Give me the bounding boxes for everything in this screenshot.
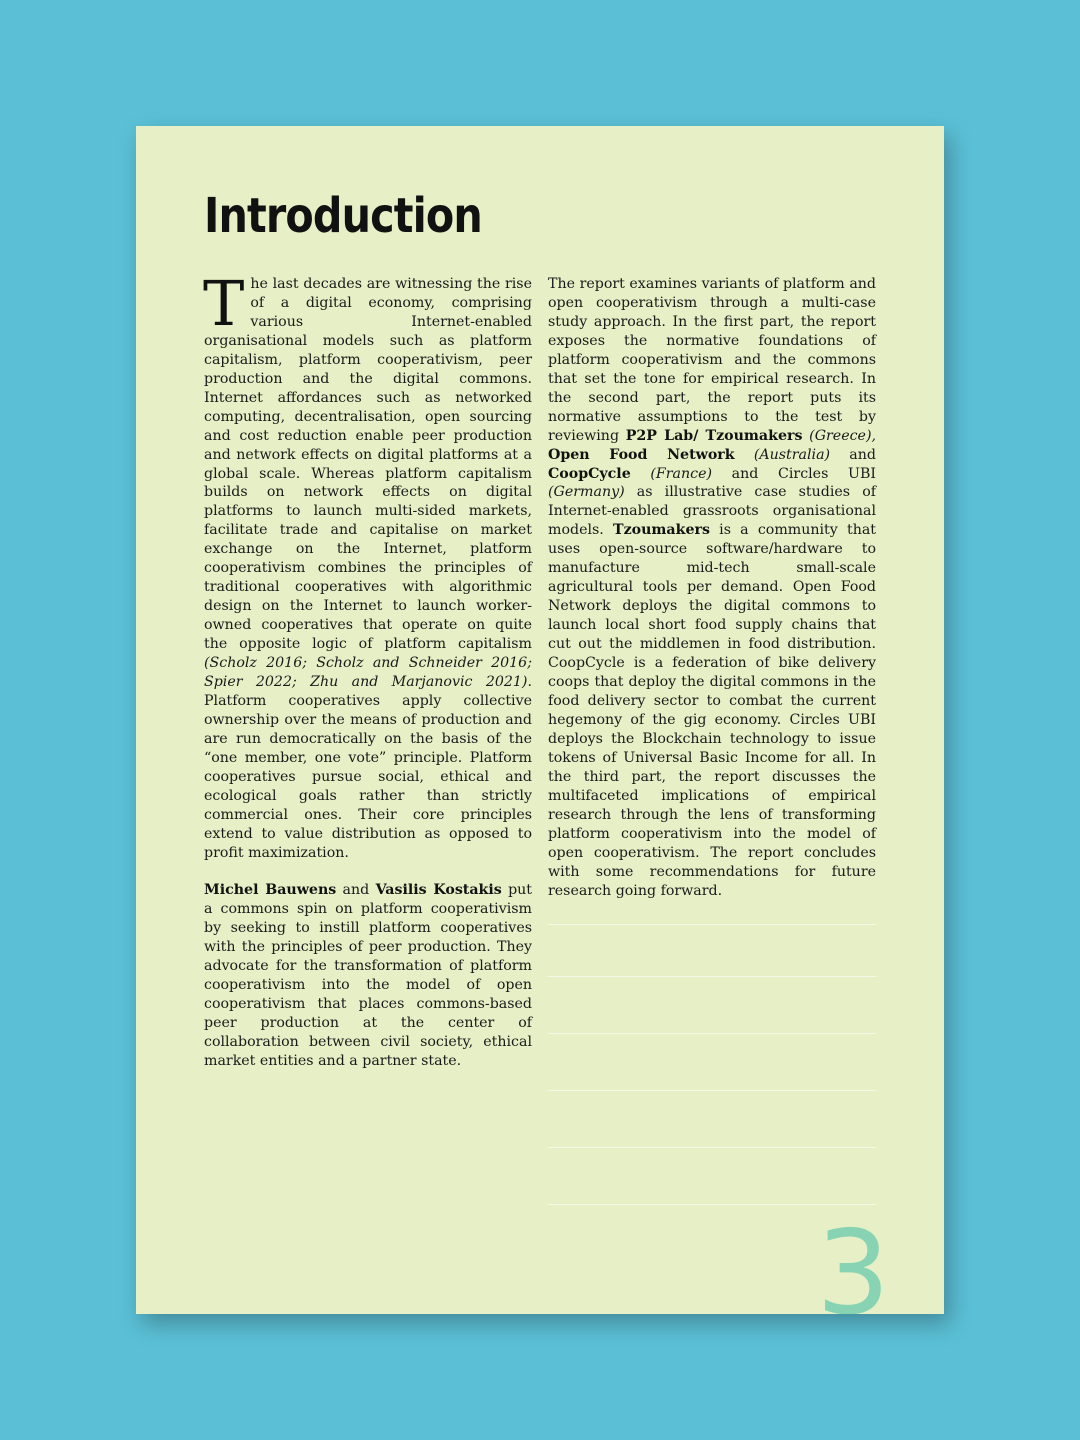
note-line — [548, 976, 876, 977]
citation: (Scholz 2016; Scholz and Schneider 2016; Spier 2022; Zhu and Marjanovic 2021) — [204, 655, 532, 691]
case-country: (Australia) — [734, 446, 831, 463]
report-overview-paragraph — [548, 275, 876, 900]
conjunction: and — [336, 882, 376, 899]
case-country: (France) — [630, 465, 713, 482]
note-line — [548, 1033, 876, 1034]
body-text: and — [830, 446, 876, 463]
case-name: Open Food Network — [548, 446, 735, 463]
page-title: Introduction — [204, 188, 482, 244]
body-text: is a community that uses open-source software/hardware to manufacture mid-tech small-scale agricultural tools per demand. Open Food Network deploys the digital commons to launch local short food supply chains that cut out the middlemen in food distribution. CoopCycle is a federation of bike delivery coops that deploy the digital commons in the food delivery sector to combat the current hegemony of the gig economy. Circles UBI deploys the Blockchain technology to issue tokens of Universal Basic Income for all. In the third part, the report discusses the multifaceted implications of empirical research through the lens of transforming platform cooperativism into the model of open cooperativism. The report concludes with some recommendations for future research going forward. — [548, 522, 876, 899]
intro-text-part-2: . Platform cooperatives apply collective ownership over the means of production and are run democratically on the basis of the “one member, one vote” principle. Platform cooperatives pursue social, ethical and ecological goals rather than strictly commercial ones. Their core principles extend to value distribution as opposed to profit maximization. — [204, 674, 532, 861]
case-name: CoopCycle — [548, 465, 631, 482]
case-name: P2P Lab/ Tzoumakers — [625, 427, 803, 444]
case-country: (Greece), — [802, 427, 876, 444]
author-name: Michel Bauwens — [204, 882, 337, 899]
note-line — [548, 1147, 876, 1148]
note-line — [548, 1090, 876, 1091]
body-text: and Circles UBI — [712, 465, 876, 482]
note-line — [548, 924, 876, 925]
body-text: The report examines variants of platform and open cooperativism through a multi-case study approach. In the first part, the report exposes the normative foundations of platform cooperativism and the commons that set the tone for empirical research. In the second part, the report puts its normative assumptions to the test by reviewing — [548, 276, 876, 444]
body-text: as illustrative case studies of Internet-enabled grassroots organisational models. — [548, 484, 876, 539]
case-name: Tzoumakers — [613, 522, 710, 539]
document-page — [136, 126, 944, 1314]
author-name: Vasilis Kostakis — [375, 882, 502, 899]
drop-cap: T — [203, 267, 245, 340]
intro-paragraph — [203, 267, 532, 863]
right-text-column — [548, 275, 876, 900]
note-lines — [548, 924, 876, 1205]
intro-text-part-1: he last decades are witnessing the rise of a digital economy, comprising various Internet-enabled organisational models such as platform capitalism, platform cooperativism, peer production and the digital commons. Internet affordances such as networked computing, decentralisation, open sourcing and cost reduction enable peer production and network effects on digital platforms at a global scale. Whereas platform capitalism builds on network effects on digital platforms to launch multi-sided markets, facilitate trade and capitalise on market exchange on the Internet, platform cooperativism combines the principles of traditional cooperatives with algorithmic design on the Internet to launch worker-owned cooperatives that operate on quite the opposite logic of platform capitalism — [204, 276, 532, 653]
case-country: (Germany) — [548, 484, 625, 501]
page-number: 3 — [816, 1206, 890, 1314]
left-text-column — [203, 267, 532, 1071]
note-line — [548, 1204, 876, 1205]
authors-text: put a commons spin on platform cooperativism by seeking to instill platform cooperatives with the principles of peer production. They advocate for the transformation of platform cooperativism into the model of open cooperativism that places commons-based peer production at the center of collaboration between civil society, ethical market entities and a partner state. — [204, 882, 532, 1070]
authors-paragraph — [204, 881, 532, 1071]
